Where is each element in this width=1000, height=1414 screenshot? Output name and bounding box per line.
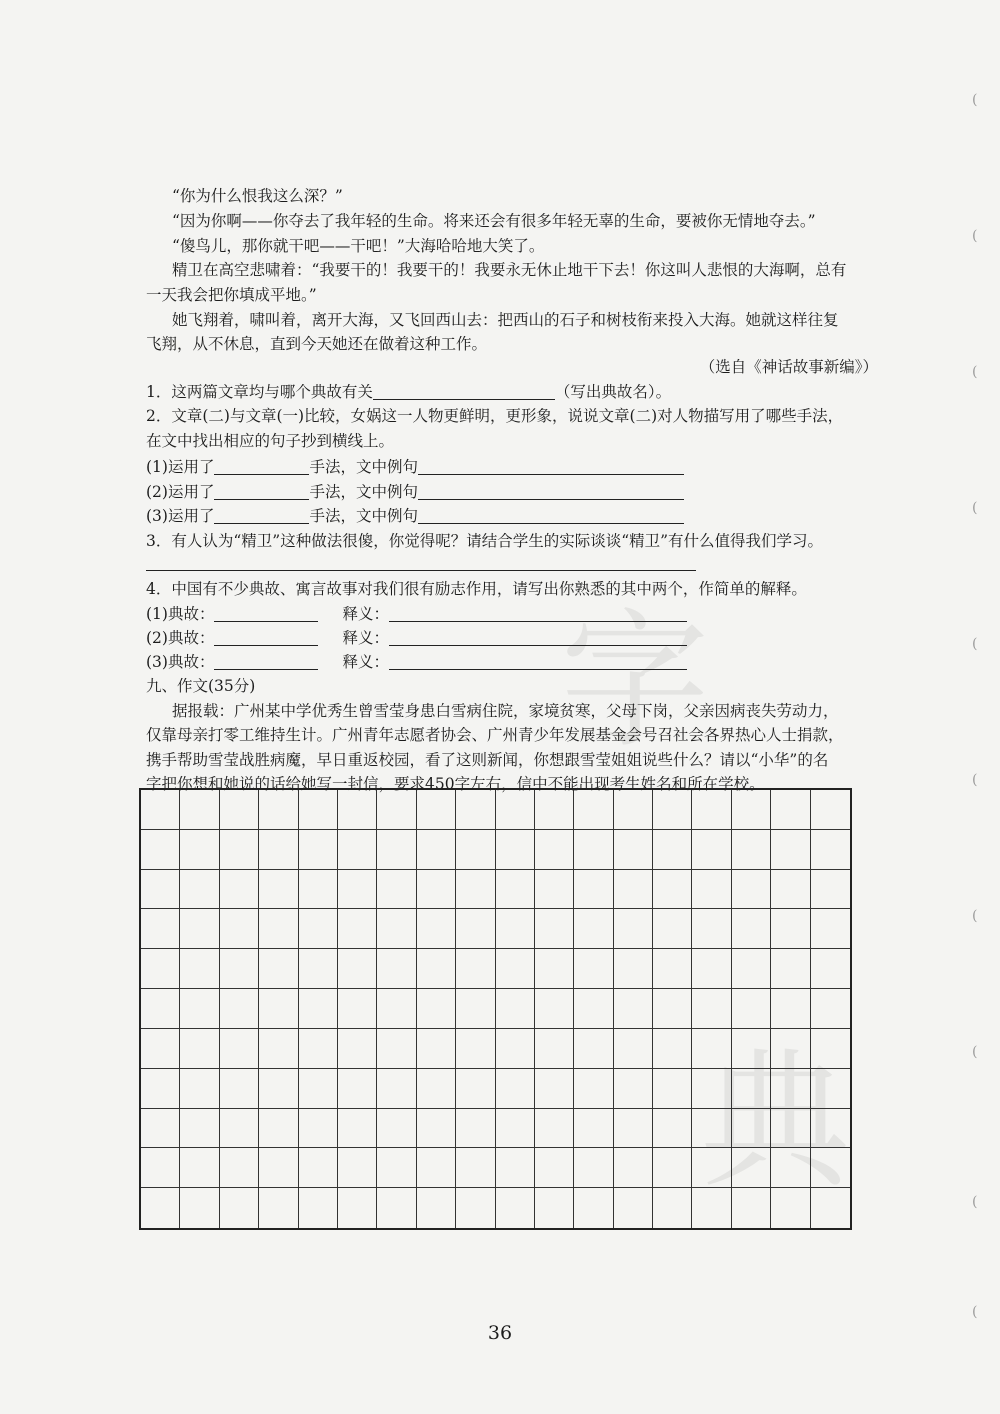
grid-cell[interactable] xyxy=(141,949,180,989)
grid-cell[interactable] xyxy=(180,1069,219,1109)
grid-cell[interactable] xyxy=(180,989,219,1029)
grid-cell[interactable] xyxy=(338,790,377,830)
grid-cell[interactable] xyxy=(338,830,377,870)
grid-cell[interactable] xyxy=(811,949,850,989)
grid-cell[interactable] xyxy=(141,1188,180,1228)
answer-blank[interactable] xyxy=(418,483,684,500)
grid-cell[interactable] xyxy=(535,989,574,1029)
binding-hole-mark: ( xyxy=(972,92,978,108)
answer-blank[interactable] xyxy=(214,483,309,500)
grid-cell[interactable] xyxy=(220,989,259,1029)
grid-cell[interactable] xyxy=(299,790,338,830)
grid-cell[interactable] xyxy=(259,1148,298,1188)
grid-cell[interactable] xyxy=(496,1188,535,1228)
grid-cell[interactable] xyxy=(417,1069,456,1109)
grid-cell[interactable] xyxy=(811,1188,850,1228)
grid-cell[interactable] xyxy=(299,949,338,989)
binding-hole-mark: ( xyxy=(972,772,978,788)
passage-line: “因为你啊——你夺去了我年轻的生命。将来还会有很多年轻无辜的生命，要被你无情地夺去。” xyxy=(172,212,816,230)
grid-cell[interactable] xyxy=(180,1188,219,1228)
grid-cell[interactable] xyxy=(811,790,850,830)
grid-cell[interactable] xyxy=(417,909,456,949)
grid-cell[interactable] xyxy=(299,1069,338,1109)
answer-blank[interactable] xyxy=(214,605,318,622)
question-2-cont: 在文中找出相应的句子抄到横线上。 xyxy=(146,432,395,450)
grid-cell[interactable] xyxy=(496,870,535,910)
grid-cell[interactable] xyxy=(614,1148,653,1188)
grid-cell[interactable] xyxy=(417,790,456,830)
grid-cell[interactable] xyxy=(220,909,259,949)
grid-cell[interactable] xyxy=(574,1029,613,1069)
grid-cell[interactable] xyxy=(732,1069,771,1109)
binding-hole-mark: ( xyxy=(972,636,978,652)
grid-cell[interactable] xyxy=(771,909,810,949)
grid-cell[interactable] xyxy=(732,830,771,870)
binding-hole-mark: ( xyxy=(972,228,978,244)
grid-cell[interactable] xyxy=(180,1109,219,1149)
grid-cell[interactable] xyxy=(732,870,771,910)
grid-cell[interactable] xyxy=(496,1148,535,1188)
passage-source: （选自《神话故事新编》） xyxy=(699,358,878,376)
grid-cell[interactable] xyxy=(220,949,259,989)
grid-cell[interactable] xyxy=(456,909,495,949)
grid-cell[interactable] xyxy=(338,1109,377,1149)
grid-cell[interactable] xyxy=(732,1188,771,1228)
binding-hole-mark: ( xyxy=(972,1044,978,1060)
grid-cell[interactable] xyxy=(535,830,574,870)
grid-cell[interactable] xyxy=(377,989,416,1029)
grid-cell[interactable] xyxy=(771,1188,810,1228)
grid-cell[interactable] xyxy=(456,790,495,830)
grid-cell[interactable] xyxy=(220,1148,259,1188)
grid-cell[interactable] xyxy=(456,949,495,989)
grid-cell[interactable] xyxy=(771,830,810,870)
grid-cell[interactable] xyxy=(692,790,731,830)
grid-cell[interactable] xyxy=(771,1069,810,1109)
grid-cell[interactable] xyxy=(456,870,495,910)
grid-cell[interactable] xyxy=(299,1029,338,1069)
grid-cell[interactable] xyxy=(732,1148,771,1188)
grid-cell[interactable] xyxy=(614,909,653,949)
grid-cell[interactable] xyxy=(338,909,377,949)
grid-cell[interactable] xyxy=(535,1148,574,1188)
grid-cell[interactable] xyxy=(259,830,298,870)
answer-blank[interactable] xyxy=(214,653,318,670)
grid-cell[interactable] xyxy=(692,1188,731,1228)
grid-cell[interactable] xyxy=(614,989,653,1029)
grid-cell[interactable] xyxy=(732,949,771,989)
grid-cell[interactable] xyxy=(180,949,219,989)
grid-cell[interactable] xyxy=(692,949,731,989)
composition-writing-grid[interactable] xyxy=(139,788,852,1230)
grid-cell[interactable] xyxy=(338,989,377,1029)
answer-blank[interactable] xyxy=(214,507,309,524)
grid-cell[interactable] xyxy=(692,1029,731,1069)
grid-cell[interactable] xyxy=(259,790,298,830)
grid-cell[interactable] xyxy=(180,1029,219,1069)
grid-cell[interactable] xyxy=(574,830,613,870)
grid-cell[interactable] xyxy=(180,790,219,830)
grid-cell[interactable] xyxy=(535,870,574,910)
grid-cell[interactable] xyxy=(574,909,613,949)
composition-heading: 九、作文(35分) xyxy=(146,677,256,695)
grid-cell[interactable] xyxy=(377,1148,416,1188)
grid-cell[interactable] xyxy=(141,1109,180,1149)
grid-cell[interactable] xyxy=(496,949,535,989)
grid-cell[interactable] xyxy=(811,989,850,1029)
grid-cell[interactable] xyxy=(614,1188,653,1228)
answer-blank[interactable] xyxy=(389,653,687,670)
grid-cell[interactable] xyxy=(771,1148,810,1188)
grid-cell[interactable] xyxy=(614,870,653,910)
grid-cell[interactable] xyxy=(692,909,731,949)
grid-cell[interactable] xyxy=(535,909,574,949)
grid-cell[interactable] xyxy=(141,790,180,830)
grid-cell[interactable] xyxy=(614,1109,653,1149)
grid-cell[interactable] xyxy=(732,1029,771,1069)
passage-line: “傻鸟儿，那你就干吧——干吧！”大海哈哈地大笑了。 xyxy=(172,237,545,255)
q4-item-1: (1)典故： 释义： xyxy=(146,603,687,625)
grid-cell[interactable] xyxy=(141,1029,180,1069)
grid-cell[interactable] xyxy=(338,1069,377,1109)
grid-cell[interactable] xyxy=(259,1029,298,1069)
binding-hole-mark: ( xyxy=(972,1194,978,1210)
grid-cell[interactable] xyxy=(692,989,731,1029)
grid-cell[interactable] xyxy=(259,1188,298,1228)
grid-cell[interactable] xyxy=(535,1109,574,1149)
grid-cell[interactable] xyxy=(574,790,613,830)
watermark-glyph: 字 xyxy=(560,595,711,769)
grid-cell[interactable] xyxy=(574,1148,613,1188)
grid-cell[interactable] xyxy=(417,1188,456,1228)
grid-cell[interactable] xyxy=(771,790,810,830)
grid-cell[interactable] xyxy=(299,1109,338,1149)
grid-cell[interactable] xyxy=(299,830,338,870)
grid-cell[interactable] xyxy=(417,870,456,910)
grid-cell[interactable] xyxy=(220,1029,259,1069)
grid-cell[interactable] xyxy=(496,1109,535,1149)
answer-blank[interactable] xyxy=(214,629,318,646)
grid-cell[interactable] xyxy=(771,989,810,1029)
watermark-glyph: 典 xyxy=(700,1035,851,1209)
grid-cell[interactable] xyxy=(732,989,771,1029)
grid-cell[interactable] xyxy=(417,1109,456,1149)
grid-cell[interactable] xyxy=(692,870,731,910)
grid-cell[interactable] xyxy=(771,1029,810,1069)
grid-cell[interactable] xyxy=(220,830,259,870)
composition-prompt-line: 仅靠母亲打零工维持生计。广州青年志愿者协会、广州青少年发展基金会号召社会各界热心人士捐款， xyxy=(146,726,844,744)
grid-cell[interactable] xyxy=(180,909,219,949)
question-1: 1．这两篇文章均与哪个典故有关 （写出典故名）。 xyxy=(146,383,672,401)
grid-cell[interactable] xyxy=(259,1069,298,1109)
grid-cell[interactable] xyxy=(377,1069,416,1109)
grid-cell[interactable] xyxy=(614,790,653,830)
grid-cell[interactable] xyxy=(180,1148,219,1188)
grid-cell[interactable] xyxy=(338,1188,377,1228)
grid-cell[interactable] xyxy=(535,1029,574,1069)
q2-item-1: (1)运用了 手法，文中例句 xyxy=(146,456,684,478)
grid-cell[interactable] xyxy=(574,989,613,1029)
binding-hole-mark: ( xyxy=(972,364,978,380)
grid-cell[interactable] xyxy=(692,1109,731,1149)
grid-cell[interactable] xyxy=(614,830,653,870)
grid-cell[interactable] xyxy=(141,870,180,910)
grid-cell[interactable] xyxy=(220,870,259,910)
grid-cell[interactable] xyxy=(180,870,219,910)
grid-cell[interactable] xyxy=(771,1109,810,1149)
grid-cell[interactable] xyxy=(732,790,771,830)
composition-prompt-line: 携手帮助雪莹战胜病魔，早日重返校园，看了这则新闻，你想跟雪莹姐姐说些什么？请以“小华”的名 xyxy=(146,751,829,769)
grid-cell[interactable] xyxy=(338,870,377,910)
answer-blank[interactable] xyxy=(373,383,555,400)
grid-cell[interactable] xyxy=(141,1069,180,1109)
question-3: 3．有人认为“精卫”这种做法很傻，你觉得呢？请结合学生的实际谈谈“精卫”有什么值得我们学习。 xyxy=(146,532,824,550)
binding-hole-mark: ( xyxy=(972,500,978,516)
grid-cell[interactable] xyxy=(417,830,456,870)
grid-cell[interactable] xyxy=(653,1109,692,1149)
grid-cell[interactable] xyxy=(653,1148,692,1188)
grid-cell[interactable] xyxy=(299,1148,338,1188)
answer-blank[interactable] xyxy=(214,458,309,475)
grid-cell[interactable] xyxy=(259,870,298,910)
grid-cell[interactable] xyxy=(377,830,416,870)
grid-cell[interactable] xyxy=(456,1109,495,1149)
grid-cell[interactable] xyxy=(535,790,574,830)
grid-cell[interactable] xyxy=(574,1069,613,1109)
grid-cell[interactable] xyxy=(614,1029,653,1069)
grid-cell[interactable] xyxy=(338,1148,377,1188)
grid-cell[interactable] xyxy=(771,870,810,910)
question-4: 4．中国有不少典故、寓言故事对我们很有励志作用，请写出你熟悉的其中两个，作简单的解释。 xyxy=(146,580,807,598)
grid-cell[interactable] xyxy=(496,1069,535,1109)
grid-cell[interactable] xyxy=(692,1148,731,1188)
grid-cell[interactable] xyxy=(220,1109,259,1149)
grid-cell[interactable] xyxy=(417,949,456,989)
grid-cell[interactable] xyxy=(259,1109,298,1149)
grid-cell[interactable] xyxy=(456,1069,495,1109)
grid-cell[interactable] xyxy=(456,989,495,1029)
grid-cell[interactable] xyxy=(496,909,535,949)
grid-cell[interactable] xyxy=(299,1188,338,1228)
binding-hole-mark: ( xyxy=(972,908,978,924)
grid-cell[interactable] xyxy=(653,949,692,989)
grid-cell[interactable] xyxy=(574,1188,613,1228)
q2-item-2: (2)运用了 手法，文中例句 xyxy=(146,481,684,503)
grid-cell[interactable] xyxy=(811,870,850,910)
q2-item-3: (3)运用了 手法，文中例句 xyxy=(146,505,684,527)
grid-cell[interactable] xyxy=(535,949,574,989)
grid-cell[interactable] xyxy=(417,1029,456,1069)
grid-cell[interactable] xyxy=(338,949,377,989)
passage-line: 飞翔，从不休息，直到今天她还在做着这种工作。 xyxy=(146,335,488,353)
grid-cell[interactable] xyxy=(377,1029,416,1069)
grid-cell[interactable] xyxy=(811,1069,850,1109)
grid-cell[interactable] xyxy=(377,790,416,830)
page-number: 36 xyxy=(487,1322,513,1344)
grid-cell[interactable] xyxy=(377,870,416,910)
grid-cell[interactable] xyxy=(811,830,850,870)
answer-blank[interactable] xyxy=(389,629,687,646)
grid-cell[interactable] xyxy=(692,830,731,870)
q4-item-3: (3)典故： 释义： xyxy=(146,651,687,673)
grid-cell[interactable] xyxy=(141,909,180,949)
grid-cell[interactable] xyxy=(299,909,338,949)
grid-cell[interactable] xyxy=(653,909,692,949)
grid-cell[interactable] xyxy=(653,790,692,830)
grid-cell[interactable] xyxy=(141,1148,180,1188)
grid-cell[interactable] xyxy=(456,1188,495,1228)
grid-cell[interactable] xyxy=(653,989,692,1029)
grid-cell[interactable] xyxy=(141,989,180,1029)
grid-cell[interactable] xyxy=(377,1109,416,1149)
grid-cell[interactable] xyxy=(692,1069,731,1109)
passage-line: 一天我会把你填成平地。” xyxy=(146,286,317,304)
grid-cell[interactable] xyxy=(299,870,338,910)
grid-cell[interactable] xyxy=(811,1109,850,1149)
grid-cell[interactable] xyxy=(220,1188,259,1228)
grid-cell[interactable] xyxy=(417,1148,456,1188)
grid-cell[interactable] xyxy=(811,1148,850,1188)
q4-item-2: (2)典故： 释义： xyxy=(146,627,687,649)
grid-cell[interactable] xyxy=(653,1029,692,1069)
binding-hole-mark: ( xyxy=(972,1304,978,1320)
grid-cell[interactable] xyxy=(220,790,259,830)
answer-blank[interactable] xyxy=(389,605,687,622)
grid-cell[interactable] xyxy=(614,1069,653,1109)
grid-cell[interactable] xyxy=(259,909,298,949)
grid-cell[interactable] xyxy=(220,1069,259,1109)
grid-cell[interactable] xyxy=(811,909,850,949)
grid-cell[interactable] xyxy=(180,830,219,870)
grid-cell[interactable] xyxy=(535,1069,574,1109)
passage-line: “你为什么恨我这么深？” xyxy=(172,187,343,205)
q3-answer-line xyxy=(146,552,696,574)
answer-blank[interactable] xyxy=(418,507,684,524)
grid-cell[interactable] xyxy=(574,949,613,989)
grid-cell[interactable] xyxy=(456,1148,495,1188)
grid-cell[interactable] xyxy=(377,909,416,949)
question-2: 2．文章(二)与文章(一)比较，女娲这一人物更鲜明，更形象，说说文章(二)对人物描写用了哪些手法， xyxy=(146,407,844,425)
grid-cell[interactable] xyxy=(377,949,416,989)
grid-cell[interactable] xyxy=(535,1188,574,1228)
answer-blank[interactable] xyxy=(418,458,684,475)
composition-prompt-line: 字把你想和她说的话给她写一封信，要求450字左右，信中不能出现考生姓名和所在学校。 xyxy=(146,775,765,793)
grid-cell[interactable] xyxy=(259,949,298,989)
grid-cell[interactable] xyxy=(574,1109,613,1149)
grid-cell[interactable] xyxy=(338,1029,377,1069)
grid-cell[interactable] xyxy=(456,830,495,870)
grid-cell[interactable] xyxy=(811,1029,850,1069)
passage-line: 精卫在高空悲啸着：“我要干的！我要干的！我要永无休止地干下去！你这叫人悲恨的大海啊，总有 xyxy=(172,261,847,279)
grid-cell[interactable] xyxy=(732,1109,771,1149)
grid-cell[interactable] xyxy=(456,1029,495,1069)
grid-cell[interactable] xyxy=(299,989,338,1029)
grid-cell[interactable] xyxy=(653,1188,692,1228)
grid-cell[interactable] xyxy=(771,949,810,989)
passage-line: 她飞翔着，啸叫着，离开大海，又飞回西山去：把西山的石子和树枝衔来投入大海。她就这样往复 xyxy=(172,311,839,329)
grid-cell[interactable] xyxy=(496,1029,535,1069)
answer-blank[interactable] xyxy=(146,554,696,571)
grid-cell[interactable] xyxy=(417,989,456,1029)
grid-cell[interactable] xyxy=(574,870,613,910)
grid-cell[interactable] xyxy=(614,949,653,989)
grid-cell[interactable] xyxy=(496,989,535,1029)
grid-cell[interactable] xyxy=(496,830,535,870)
grid-cell[interactable] xyxy=(141,830,180,870)
grid-cell[interactable] xyxy=(653,1069,692,1109)
grid-cell[interactable] xyxy=(377,1188,416,1228)
grid-cell[interactable] xyxy=(732,909,771,949)
grid-cell[interactable] xyxy=(496,790,535,830)
grid-cell[interactable] xyxy=(653,830,692,870)
grid-cell[interactable] xyxy=(259,989,298,1029)
grid-cell[interactable] xyxy=(653,870,692,910)
composition-prompt-line: 据报载：广州某中学优秀生曾雪莹身患白雪病住院，家境贫寒，父母下岗，父亲因病丧失劳动力， xyxy=(172,702,839,720)
